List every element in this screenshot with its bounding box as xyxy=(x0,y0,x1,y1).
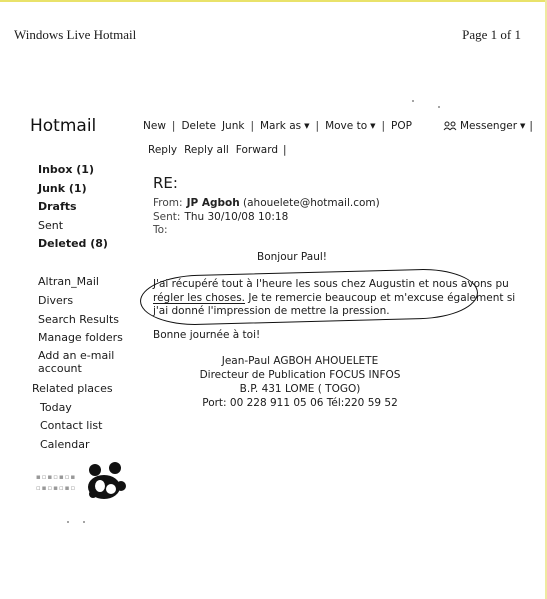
reply-button[interactable]: Reply xyxy=(148,144,178,156)
sent-date: Thu 30/10/08 10:18 xyxy=(184,211,289,223)
toolbar-separator: | xyxy=(171,120,176,132)
mark-as-button[interactable] xyxy=(260,120,310,132)
pop-button[interactable]: POP xyxy=(391,120,412,132)
signature-title: Directeur de Publication FOCUS INFOS xyxy=(199,369,401,381)
move-to-button[interactable] xyxy=(325,120,375,132)
message-subject: RE: xyxy=(153,174,178,192)
toolbar-separator: | xyxy=(529,120,533,132)
forward-button[interactable]: Forward xyxy=(235,144,279,156)
message-sent xyxy=(153,211,288,223)
sidebar-item-drafts[interactable]: Drafts xyxy=(38,200,77,213)
top-edge-line xyxy=(0,0,547,2)
add-account-link-line1[interactable]: Add an e-mail xyxy=(38,349,115,362)
sidebar-item-deleted[interactable]: Deleted (8) xyxy=(38,237,108,250)
scan-dot xyxy=(67,521,69,523)
faded-text-smudge: ▫▪▫▪▫▪▫ xyxy=(36,484,77,492)
sender-name[interactable]: JP Agboh xyxy=(186,197,240,209)
sidebar-item-sent[interactable]: Sent xyxy=(38,219,64,232)
related-item-today[interactable]: Today xyxy=(40,401,72,414)
from-label: From: xyxy=(153,197,183,209)
messenger-button[interactable] xyxy=(443,120,533,132)
sidebar-item-search-results[interactable]: Search Results xyxy=(38,313,120,326)
underlined-phrase: régler les choses. xyxy=(153,292,246,304)
signature-name: Jean-Paul AGBOH AHOUELETE xyxy=(221,355,379,367)
message-greeting: Bonjour Paul! xyxy=(257,251,328,263)
chevron-down-icon: ▼ xyxy=(370,122,376,130)
sidebar-item-altran-mail[interactable]: Altran_Mail xyxy=(38,275,99,288)
manage-folders-link[interactable]: Manage folders xyxy=(38,331,123,344)
signature-phone: Port: 00 228 911 05 06 Tél:220 59 52 xyxy=(202,397,398,409)
sidebar-item-divers[interactable]: Divers xyxy=(38,294,74,307)
delete-button[interactable]: Delete xyxy=(181,120,216,132)
add-account-link-line2[interactable]: account xyxy=(38,362,82,375)
scan-dot xyxy=(83,521,85,523)
faded-text-smudge: ▪▫▪▫▪▫▪ xyxy=(36,473,77,481)
message-closing: Bonne journée à toi! xyxy=(153,329,261,341)
move-to-label: Move to xyxy=(325,120,368,132)
toolbar-separator: | xyxy=(250,120,254,132)
scan-dot xyxy=(412,100,414,102)
chevron-down-icon: ▼ xyxy=(520,122,526,130)
print-header-title: Windows Live Hotmail xyxy=(14,27,137,42)
messenger-mascot-icon xyxy=(85,462,129,502)
sidebar-item-inbox[interactable]: Inbox (1) xyxy=(38,163,94,176)
signature-address: B.P. 431 LOME ( TOGO) xyxy=(239,383,361,395)
message-body-line-2 xyxy=(153,292,515,304)
toolbar-separator: | xyxy=(283,144,287,156)
hotmail-logo[interactable]: Hotmail xyxy=(30,116,97,136)
related-item-contact-list[interactable]: Contact list xyxy=(40,419,103,432)
new-button[interactable]: New xyxy=(143,120,166,132)
print-page-number: Page 1 of 1 xyxy=(462,27,521,42)
toolbar-separator: | xyxy=(315,120,320,132)
message-toolbar xyxy=(143,120,391,132)
message-from xyxy=(153,197,380,209)
sidebar-item-junk[interactable]: Junk (1) xyxy=(38,182,87,195)
related-places-heading: Related places xyxy=(32,382,113,395)
messenger-icon xyxy=(443,121,457,131)
message-body-line-3: j'ai donné l'impression de mettre la pression. xyxy=(153,305,390,317)
message-to xyxy=(153,224,172,236)
sent-label: Sent: xyxy=(153,211,181,223)
reply-toolbar xyxy=(148,144,292,156)
mark-as-label: Mark as xyxy=(260,120,302,132)
to-label: To: xyxy=(153,224,168,236)
sender-email[interactable]: (ahouelete@hotmail.com) xyxy=(243,197,380,209)
junk-button[interactable]: Junk xyxy=(221,120,245,132)
message-body-line-2-rest: Je te remercie beaucoup et m'excuse également si xyxy=(245,292,516,304)
reply-all-button[interactable]: Reply all xyxy=(184,144,229,156)
message-body-line-1: J'ai récupéré tout à l'heure les sous chez Augustin et nous avons pu xyxy=(153,278,509,290)
toolbar-separator: | xyxy=(381,120,386,132)
chevron-down-icon: ▼ xyxy=(304,122,310,130)
related-item-calendar[interactable]: Calendar xyxy=(40,438,90,451)
scan-dot xyxy=(438,106,440,108)
messenger-label: Messenger xyxy=(460,120,518,132)
